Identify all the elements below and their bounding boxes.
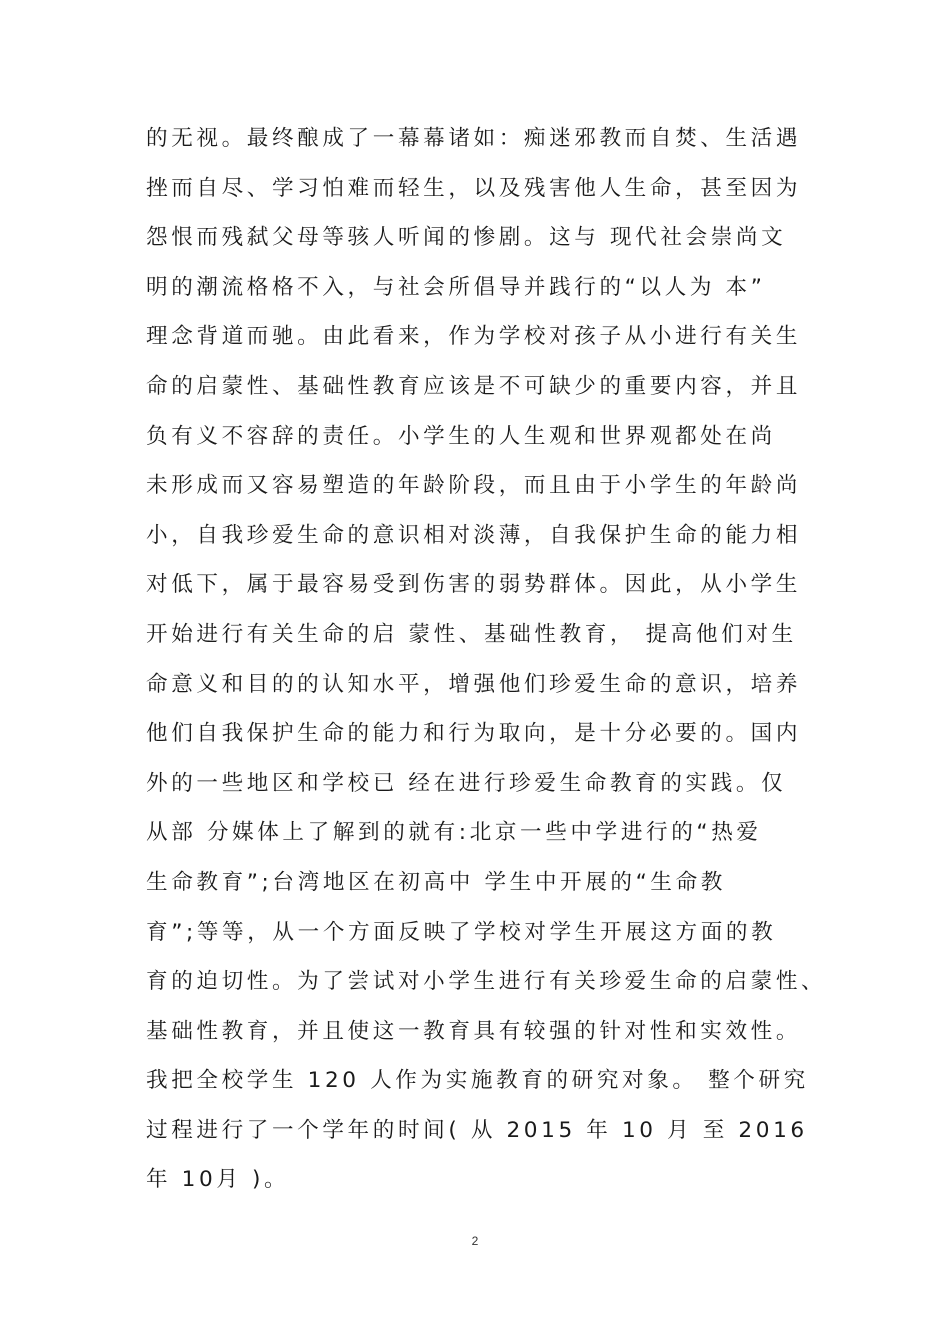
text-line: 挫而自尽、学习怕难而轻生，以及残害他人生命，甚至因为: [146, 175, 802, 201]
text-line: 育”;等等，从一个方面反映了学校对学生开展这方面的教: [146, 919, 777, 945]
text-line: 的无视。最终酿成了一幕幕诸如：痴迷邪教而自焚、生活遇: [146, 126, 802, 151]
text-line: 从部 分媒体上了解到的就有:北京一些中学进行的“热爱: [146, 820, 762, 846]
page-number: 2: [471, 1234, 479, 1248]
text-line: 他们自我保护生命的能力和行为取向，是十分必要的。国内: [146, 721, 802, 747]
text-line: 我把全校学生 120 人作为实施教育的研究对象。 整个研究: [146, 1068, 809, 1094]
text-line: 负有义不容辞的责任。小学生的人生观和世界观都处在尚: [146, 423, 776, 449]
text-line: 对低下，属于最容易受到伤害的弱势群体。因此，从小学生: [146, 572, 802, 598]
text-line: 过程进行了一个学年的时间( 从 2015 年 10 月 至 2016: [146, 1117, 808, 1143]
text-line: 育的迫切性。为了尝试对小学生进行有关珍爱生命的启蒙性、: [146, 969, 827, 995]
text-line: 理念背道而驰。由此看来，作为学校对孩子从小进行有关生: [146, 324, 802, 350]
text-line: 怨恨而残弑父母等骇人听闻的惨剧。这与 现代社会崇尚文: [146, 225, 787, 251]
text-line: 小，自我珍爱生命的意识相对淡薄，自我保护生命的能力相: [146, 522, 802, 548]
text-line: 外的一些地区和学校已 经在进行珍爱生命教育的实践。仅: [146, 770, 787, 796]
text-line: 明的潮流格格不入，与社会所倡导并践行的“以人为 本”: [146, 274, 766, 300]
text-line: 命意义和目的的认知水平，增强他们珍爱生命的意识，培养: [146, 671, 802, 697]
text-line: 命的启蒙性、基础性教育应该是不可缺少的重要内容，并且: [146, 373, 802, 399]
text-line: 年 10月 )。: [146, 1167, 290, 1193]
text-line: 生命教育”;台湾地区在初高中 学生中开展的“生命教: [146, 869, 726, 895]
text-line: 未形成而又容易塑造的年龄阶段，而且由于小学生的年龄尚: [146, 473, 802, 499]
text-line: 基础性教育，并且使这一教育具有较强的针对性和实效性。: [146, 1018, 802, 1044]
text-line: 开始进行有关生命的启 蒙性、基础性教育， 提高他们对生: [146, 621, 797, 647]
body-paragraph: [146, 114, 826, 1205]
